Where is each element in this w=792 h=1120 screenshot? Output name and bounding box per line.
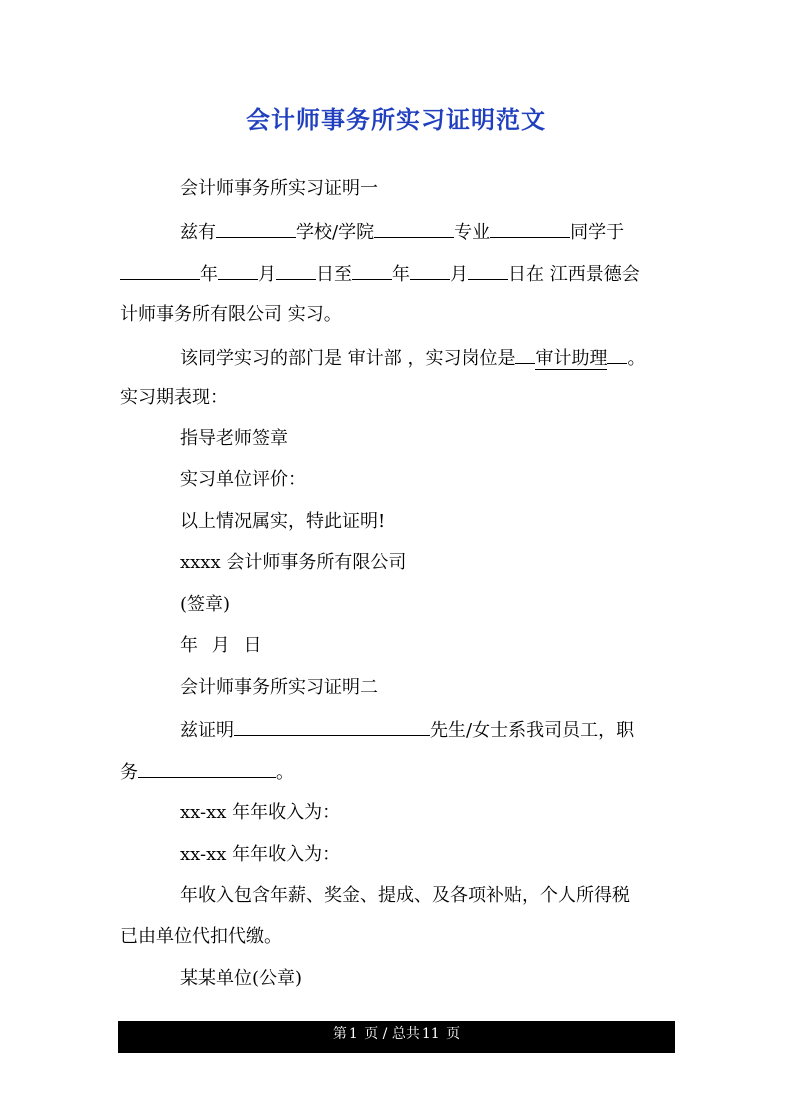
cert2-heading: 会计师事务所实习证明二	[180, 677, 378, 698]
text: 。	[276, 762, 294, 783]
text: 日在	[508, 264, 544, 285]
text: 日至	[316, 264, 352, 285]
cert2-line2	[120, 759, 680, 786]
page-footer	[118, 1021, 675, 1053]
cert2-line4: xx-xx 年年收入为：	[180, 844, 341, 865]
footer-suffix: 页	[446, 1026, 461, 1042]
cert1-line5: 实习期表现：	[120, 387, 228, 408]
cert2-line6: 已由单位代扣代缴。	[120, 926, 282, 947]
blank-day	[468, 261, 508, 280]
footer-prefix: 第	[332, 1026, 347, 1042]
blank-school	[216, 219, 296, 238]
text: 学校/学院	[296, 222, 375, 243]
text: 务	[120, 762, 138, 783]
blank-major	[374, 219, 454, 238]
blank-month	[218, 261, 258, 280]
blank-year	[120, 261, 200, 280]
text: 年	[200, 264, 218, 285]
footer-mid: 页 / 总共	[364, 1026, 420, 1042]
blank-student	[490, 219, 570, 238]
cert2-line1	[180, 717, 680, 744]
blank-month	[410, 261, 450, 280]
total-pages: 11	[421, 1026, 440, 1042]
cert1-line4	[180, 345, 680, 372]
cert1-line9: xxxx 会计师事务所有限公司	[180, 552, 407, 573]
cert2-line5: 年收入包含年薪、奖金、提成、及各项补贴，个人所得税	[180, 885, 630, 906]
text: 月	[450, 264, 468, 285]
blank-day	[276, 261, 316, 280]
cert1-line7: 实习单位评价：	[180, 469, 306, 490]
cert1-line3: 计师事务所有限公司 实习。	[120, 304, 342, 325]
text: 先生/女士系我司员工，职	[430, 720, 635, 741]
blank-year	[352, 261, 392, 280]
blank-name	[234, 717, 430, 736]
cert1-line1	[180, 219, 680, 246]
text: 月	[258, 264, 276, 285]
cert1-line6: 指导老师签章	[180, 428, 288, 449]
cert1-line10: (签章)	[180, 594, 231, 615]
text: 专业	[454, 222, 491, 243]
blank-position	[138, 759, 276, 778]
cert1-heading: 会计师事务所实习证明一	[180, 178, 378, 199]
position-value: 审计助理	[535, 348, 608, 369]
text: 兹证明	[180, 720, 234, 741]
text: 。	[627, 348, 646, 369]
text: 兹有	[180, 222, 216, 243]
cert1-line2	[120, 261, 680, 288]
blank	[515, 345, 535, 364]
document-title: 会计师事务所实习证明范文	[246, 106, 546, 134]
current-page: 1	[348, 1026, 358, 1042]
text: 年	[392, 264, 410, 285]
text: 该同学实习的部门是 审计部 ，实习岗位是	[180, 348, 516, 369]
cert1-line8: 以上情况属实，特此证明!	[180, 511, 386, 532]
cert2-line7: 某某单位(公章)	[180, 968, 303, 989]
text: 江西景德会	[549, 264, 640, 285]
cert1-date: 年 月 日	[180, 635, 262, 656]
blank	[607, 345, 627, 364]
text: 同学于	[570, 222, 625, 243]
cert2-line3: xx-xx 年年收入为：	[180, 802, 341, 823]
